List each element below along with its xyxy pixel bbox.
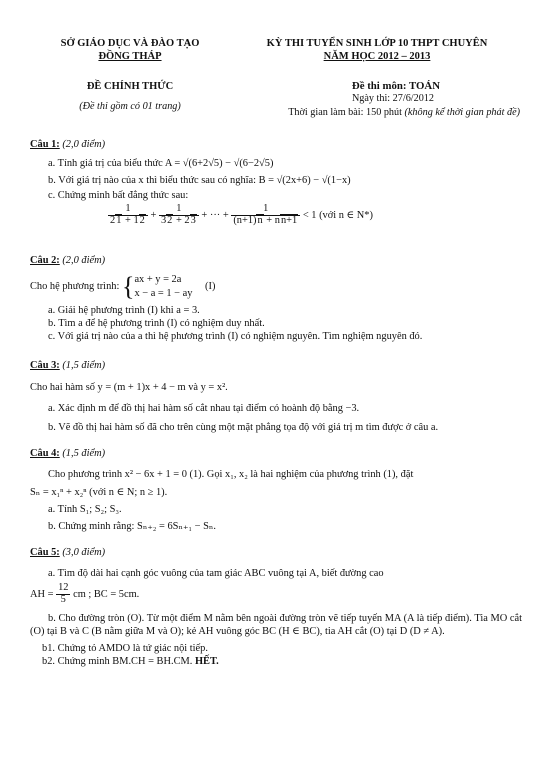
- question-1-heading: Câu 1: (2,0 điểm): [30, 139, 106, 150]
- altitude-formula: AH = $\frac{12}{5}$ cm ; BC = 5cm.: [30, 582, 140, 605]
- question-1a: a. Tính giá trị của biểu thức A = √(6+2√5) − √(6−2√5): [48, 158, 274, 169]
- page-count-note: (Đề thi gồm có 01 trang): [79, 101, 181, 113]
- question-5a: a. Tìm độ dài hai cạnh góc vuông của tam giác ABC vuông tại A, biết đường cao: [48, 568, 384, 579]
- system-tag: (I): [205, 280, 216, 292]
- fraction-2: $\frac{1}{32 + 23}$: [159, 204, 199, 227]
- question-5-heading: Câu 5: (3,0 điểm): [30, 547, 106, 558]
- question-2: [30, 254, 522, 343]
- question-1b: b. Với giá trị nào của x thì biểu thức sau có nghĩa: B = √(2x+6) − √(1−x): [48, 175, 351, 186]
- question-2a: a. Giải hệ phương trình (I) khi a = 3.: [48, 305, 200, 317]
- question-5b1: b1. Chứng tỏ AMDO là tứ giác nội tiếp.: [42, 642, 208, 654]
- question-3-intro: Cho hai hàm số y = (m + 1)x + 4 − m và y = x².: [30, 382, 228, 393]
- official-title: ĐỀ CHÍNH THỨC: [86, 81, 174, 92]
- question-3: [30, 359, 522, 434]
- question-5b2: b2. Chứng minh BM.CH = BH.CM. HẾT.: [42, 655, 219, 667]
- question-1c: c. Chứng minh bất đẳng thức sau:: [48, 190, 189, 201]
- fraction-n: $\frac{1}{(n+1)n + nn+1}$: [231, 204, 300, 227]
- question-5: [30, 546, 522, 668]
- equation-1: ax + y = 2a: [134, 274, 182, 285]
- question-4: [30, 447, 522, 533]
- question-3-heading: Câu 3: (1,5 điểm): [30, 360, 106, 371]
- question-2-heading: Câu 2: (2,0 điểm): [30, 255, 106, 266]
- question-3a: a. Xác định m để đồ thị hai hàm số cắt nhau tại điểm có hoành độ bằng −3.: [48, 403, 360, 414]
- province-name: ĐỒNG THÁP: [98, 51, 162, 63]
- exam-name: KỲ THI TUYỂN SINH LỚP 10 THPT CHUYÊN: [266, 38, 488, 49]
- equation-system: Cho hệ phương trình: { ax + y = 2a x − a = 1 − ay (I): [30, 271, 216, 301]
- inequality-formula: $\frac{1}{21 + 12}$ + $\frac{1}{32 + 23}$ + ··· + $\frac{1}{(n+1)n + nn+1}$ < 1 (với n ∈ N*): [110, 203, 373, 226]
- department-header: [30, 37, 230, 63]
- department-name: SỞ GIÁO DỤC VÀ ĐÀO TẠO: [60, 38, 200, 49]
- question-2c: c. Với giá trị nào của a thì hệ phương trình (I) có nghiệm nguyên. Tìm nghiệm nguyên đó.: [48, 331, 423, 343]
- exam-info: [230, 80, 520, 120]
- question-3b: b. Vẽ đồ thị hai hàm số đã cho trên cùng một mặt phẳng tọa độ với giá trị m tìm được ở câu a.: [48, 422, 439, 433]
- question-2b: b. Tìm a để hệ phương trình (I) có nghiệm duy nhất.: [48, 318, 265, 330]
- fraction-1: $\frac{1}{21 + 12}$: [108, 204, 148, 227]
- exam-subject: Đề thi môn: TOÁN: [351, 80, 440, 92]
- exam-date: Ngày thi: 27/6/2012: [351, 93, 434, 105]
- brace-icon: {: [121, 271, 135, 301]
- exam-duration: Thời gian làm bài: 150 phút (không kể thời gian phát đề): [288, 107, 520, 119]
- duration-note: (không kể thời gian phát đề): [404, 107, 520, 119]
- exam-header: [232, 37, 522, 63]
- equation-2: x − a = 1 − ay: [134, 287, 193, 299]
- question-1: [30, 138, 522, 227]
- question-5b: b. Cho đường tròn (O). Từ một điểm M nằm bên ngoài đường tròn vẽ tiếp tuyến MA (A là tiếp điểm). Tia MO cắt (O) tại B và C (B nằm giữa M và O); kẻ AH vuông góc BC (H ∈ BC), tia AH cắt (O) tại D (D ≠ A).: [30, 612, 522, 637]
- question-4-intro: Cho phương trình x² − 6x + 1 = 0 (1). Gọi x₁, x₂ là hai nghiệm của phương trình (1), đặt: [48, 469, 414, 480]
- school-year: NĂM HỌC 2012 – 2013: [323, 51, 431, 63]
- altitude-fraction: $\frac{12}{5}$: [58, 582, 69, 605]
- sequence-definition: Sₙ = x₁ⁿ + x₂ⁿ (với n ∈ N; n ≥ 1).: [30, 487, 168, 498]
- question-4-heading: Câu 4: (1,5 điểm): [30, 448, 106, 459]
- inequality-rhs: < 1 (với n ∈ N*): [302, 209, 373, 221]
- question-4a: a. Tính S₁; S₂; S₃.: [48, 504, 122, 515]
- official-block: [30, 80, 230, 114]
- question-4b: b. Chứng minh rằng: Sₙ₊₂ = 6Sₙ₊₁ − Sₙ.: [48, 521, 216, 532]
- end-marker: HẾT.: [194, 655, 219, 667]
